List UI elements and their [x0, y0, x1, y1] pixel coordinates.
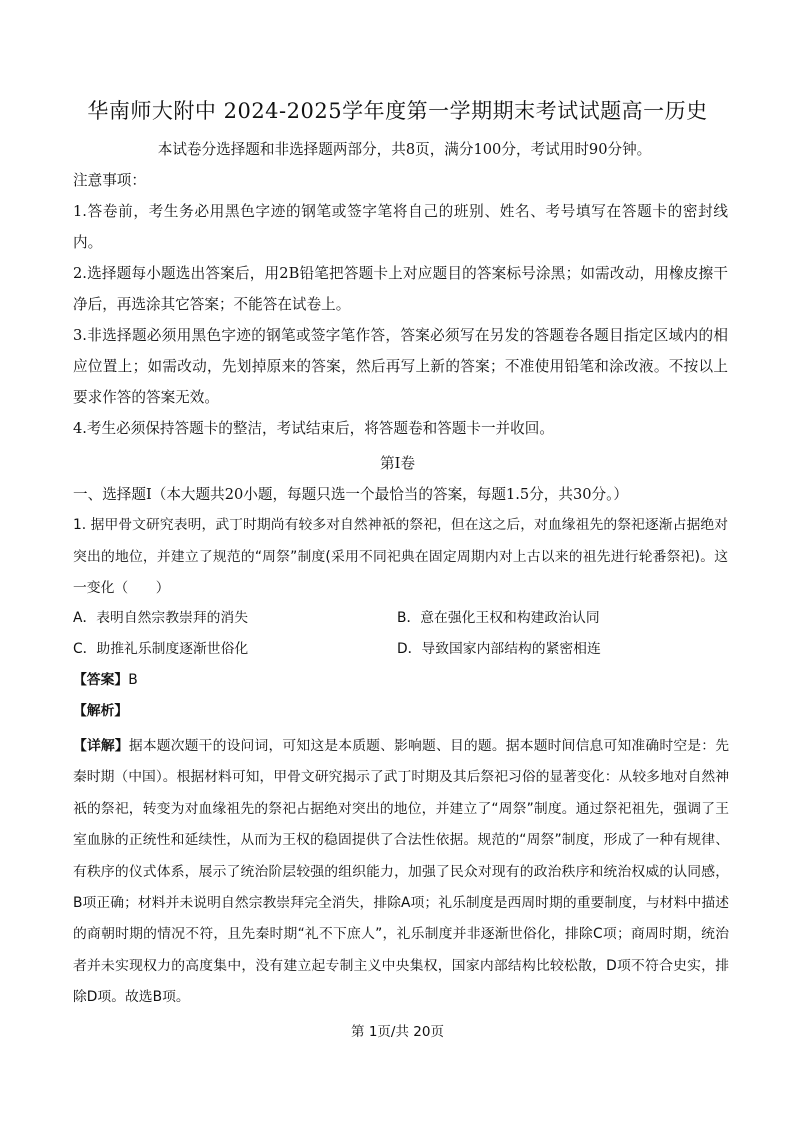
notice-heading: 注意事项：	[73, 172, 146, 189]
option-a: A．表明自然宗教崇拜的消失	[73, 610, 248, 626]
detail-explanation	[73, 731, 729, 1014]
notice-item-3: 3.非选择题必须用黑色字迹的钢笔或签字笔作答，答案必须写在另发的答题卷各题目指定区域内的相应位置上；如需改动，先划掉原来的答案，然后再写上新的答案；不准使用铅笔和涂改液。不按以上要求作答的答案无效。	[73, 327, 728, 406]
answer-label: 【答案】	[73, 672, 129, 688]
page-number: 第 1页/共 20页	[351, 1024, 444, 1040]
analysis-label: 【解析】	[73, 703, 129, 719]
exam-intro: 本试卷分选择题和非选择题两部分，共8页，满分100分，考试用时90分钟。	[157, 141, 652, 158]
page-title: 华南师大附中 2024-2025学年度第一学期期末考试试题高一历史	[87, 99, 708, 123]
option-b: B．意在强化王权和构建政治认同	[397, 610, 600, 626]
option-c: C．助推礼乐制度逐渐世俗化	[73, 641, 249, 657]
answer-value: B	[128, 672, 138, 688]
option-d: D．导致国家内部结构的紧密相连	[397, 641, 601, 657]
notice-item-2: 2.选择题每小题选出答案后，用2B铅笔把答题卡上对应题目的答案标号涂黑；如需改动，用橡皮擦干净后，再选涂其它答案；不能答在试卷上。	[73, 265, 728, 313]
notice-item-1: 1.答卷前，考生务必用黑色字迹的钢笔或签字笔将自己的班别、姓名、考号填写在答题卡的密封线内。	[73, 203, 728, 251]
section-heading: 第Ⅰ卷	[380, 455, 415, 472]
notice-item-4: 4.考生必须保持答题卡的整洁，考试结束后，将答题卷和答题卡一并收回。	[73, 420, 554, 437]
answer-line	[73, 665, 138, 696]
detail-text: 据本题次题干的设问词，可知这是本质题、影响题、目的题。据本题时间信息可知准确时空是：先秦时期（中国）。根据材料可知，甲骨文研究揭示了武丁时期及其后祭祀习俗的显著变化：从较多地对自然神祇的祭祀，转变为对血缘祖先的祭祀占据绝对突出的地位，并建立了“周祭”制度。通过祭祀祖先，强调了王室血脉的正统性和延续性，从而为王权的稳固提供了合法性依据。规范的“周祭”制度，形成了一种有规律、有秩序的仪式体系，展示了统治阶层较强的组织能力，加强了民众对现有的政治秩序和统治权威的认同感，B项正确；材料并未说明自然宗教崇拜完全消失，排除A项；礼乐制度是西周时期的重要制度，与材料中描述的商朝时期的情况不符，且先秦时期“礼不下庶人”，礼乐制度并非逐渐世俗化，排除C项；商周时期，统治者并未实现权力的高度集中，没有建立起专制主义中央集权，国家内部结构比较松散，D项不符合史实，排除D项。故选B项。	[73, 738, 729, 1006]
detail-label: 【详解】	[73, 738, 129, 754]
question-stem: 1. 据甲骨文研究表明，武丁时期尚有较多对自然神祇的祭祀，但在这之后，对血缘祖先的祭祀逐渐占据绝对突出的地位，并建立了规范的“周祭”制度(采用不同祀典在固定周期内对上古以来的祖先进行轮番祭祀)。这一变化（ ）	[73, 517, 728, 596]
question-group-heading: 一、选择题Ⅰ（本大题共20小题，每题只选一个最恰当的答案，每题1.5分，共30分。）	[73, 486, 629, 503]
